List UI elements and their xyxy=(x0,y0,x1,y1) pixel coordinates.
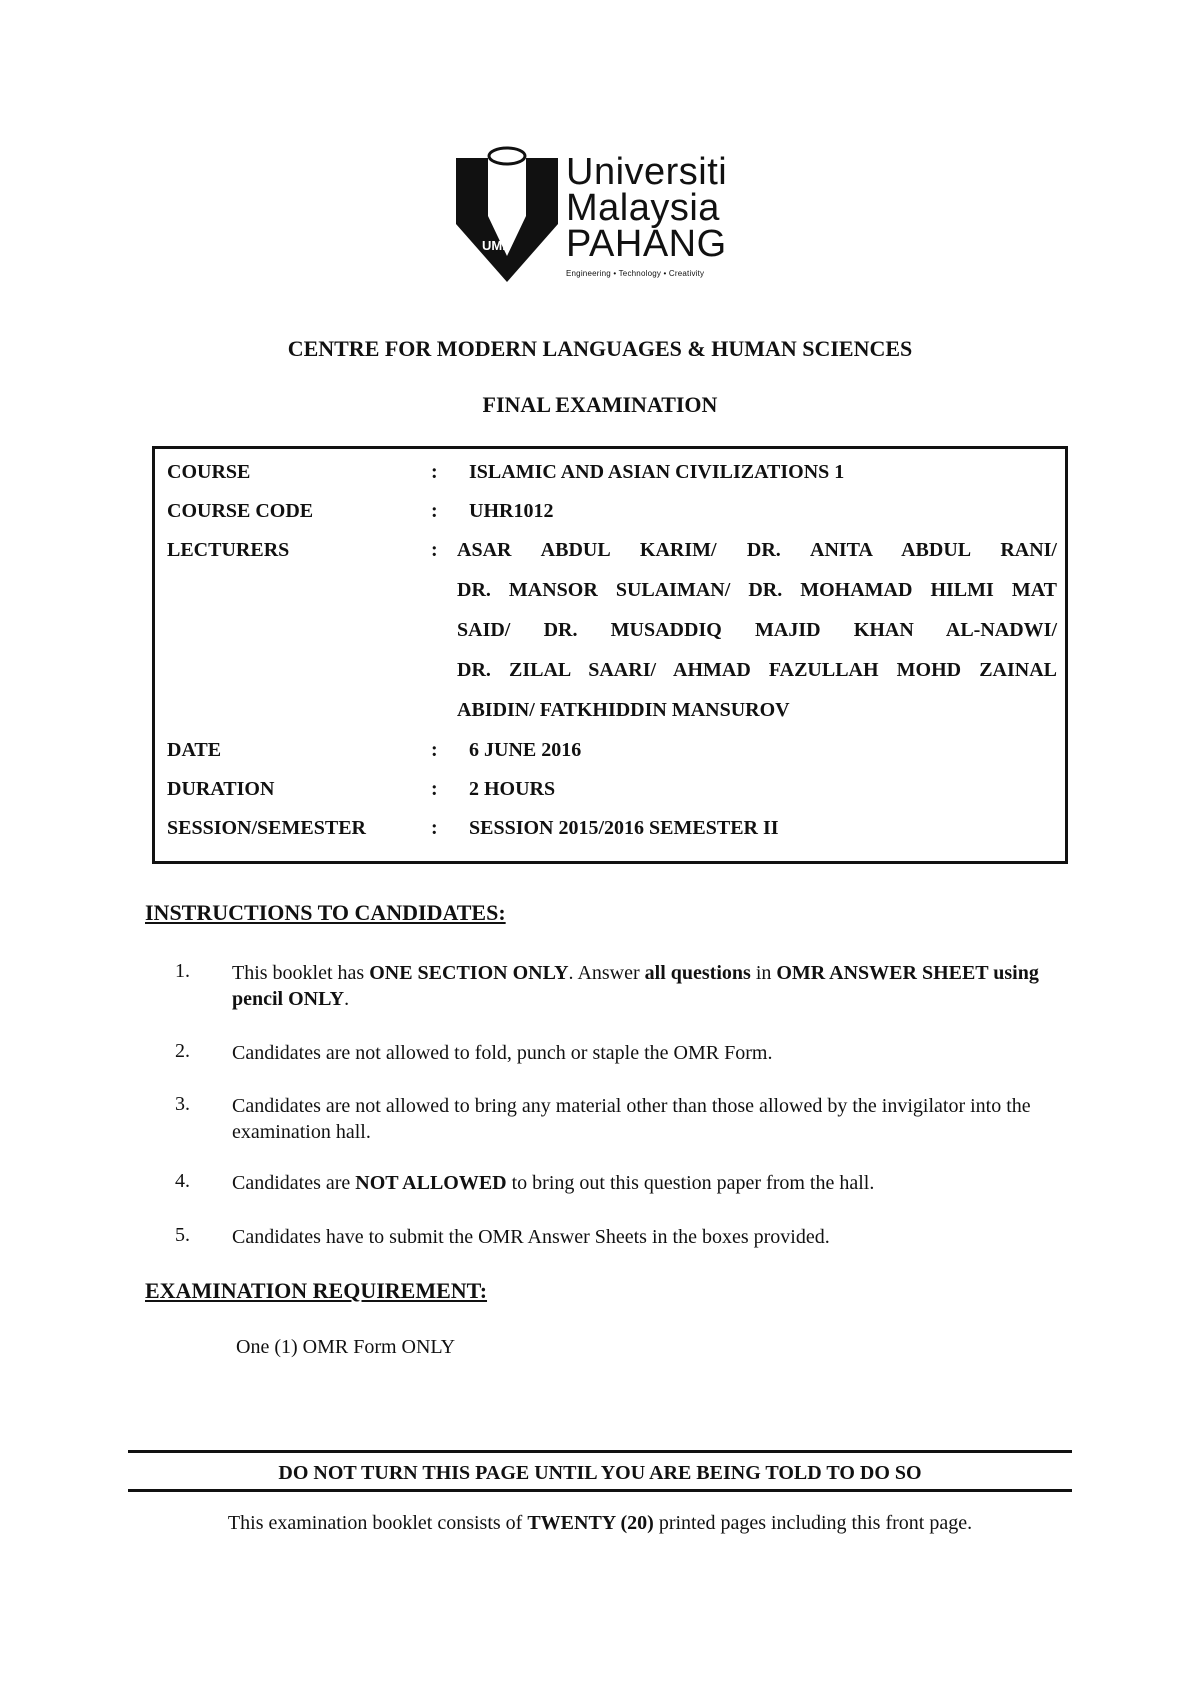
footer-top-rule xyxy=(128,1450,1072,1453)
centre-title: CENTRE FOR MODERN LANGUAGES & HUMAN SCIENCES xyxy=(287,336,913,361)
lecturers-label: LECTURERS xyxy=(167,539,290,561)
page-count-note: This examination booklet consists of TWENTY (20) printed pages including this front page. xyxy=(227,1512,973,1534)
instruction-text: Candidates are not allowed to fold, punch or staple the OMR Form. xyxy=(232,1042,773,1064)
university-shield-icon xyxy=(452,146,562,286)
instruction-number: 5. xyxy=(175,1224,190,1246)
duration-value: 2 HOURS xyxy=(469,778,556,800)
instruction-number: 4. xyxy=(175,1170,190,1192)
lecturers-line: DR. MANSOR SULAIMAN/ DR. MOHAMAD HILMI MAT xyxy=(457,579,1057,601)
instruction-number: 1. xyxy=(175,960,190,982)
colon: : xyxy=(431,739,438,761)
instruction-text: Candidates have to submit the OMR Answer Sheets in the boxes provided. xyxy=(232,1226,830,1248)
logo-tagline: Engineering • Technology • Creativity xyxy=(566,269,705,278)
instruction-text: This booklet has ONE SECTION ONLY. Answer all questions in OMR ANSWER SHEET using pencil ONLY. xyxy=(232,962,1039,1010)
lecturers-line: DR. ZILAL SAARI/ AHMAD FAZULLAH MOHD ZAINAL xyxy=(457,659,1057,681)
session-label: SESSION/SEMESTER xyxy=(167,817,366,839)
requirement-heading: EXAMINATION REQUIREMENT: xyxy=(145,1278,488,1303)
do-not-turn-warning: DO NOT TURN THIS PAGE UNTIL YOU ARE BEING TOLD TO DO SO xyxy=(278,1462,922,1484)
session-value: SESSION 2015/2016 SEMESTER II xyxy=(469,817,779,839)
exam-title: FINAL EXAMINATION xyxy=(482,392,718,417)
logo-wordmark xyxy=(566,151,728,280)
instruction-text: Candidates are NOT ALLOWED to bring out this question paper from the hall. xyxy=(232,1172,875,1194)
colon: : xyxy=(431,461,438,483)
course-label: COURSE xyxy=(167,461,251,483)
university-logo xyxy=(452,146,782,286)
logo-line-1: Universiti xyxy=(566,151,728,193)
svg-text:UMP: UMP xyxy=(482,238,511,253)
logo-line-3: PAHANG xyxy=(566,223,727,265)
course-code-value: UHR1012 xyxy=(469,500,554,522)
course-info-box xyxy=(152,446,1068,864)
duration-label: DURATION xyxy=(167,778,275,800)
date-value: 6 JUNE 2016 xyxy=(469,739,582,761)
logo-line-2: Malaysia xyxy=(566,187,720,229)
instruction-number: 2. xyxy=(175,1040,190,1062)
colon: : xyxy=(431,778,438,800)
date-label: DATE xyxy=(167,739,222,761)
footer-bottom-rule xyxy=(128,1489,1072,1492)
instruction-number: 3. xyxy=(175,1093,190,1115)
course-code-label: COURSE CODE xyxy=(167,500,314,522)
instructions-heading: INSTRUCTIONS TO CANDIDATES: xyxy=(145,900,506,925)
colon: : xyxy=(431,500,438,522)
instruction-text: Candidates are not allowed to bring any material other than those allowed by the invigilator into the examination hall. xyxy=(232,1095,1031,1143)
requirement-text: One (1) OMR Form ONLY xyxy=(236,1336,456,1358)
lecturers-line: ABIDIN/ FATKHIDDIN MANSUROV xyxy=(457,699,790,721)
course-value: ISLAMIC AND ASIAN CIVILIZATIONS 1 xyxy=(469,461,845,483)
colon: : xyxy=(431,539,438,561)
lecturers-line: SAID/ DR. MUSADDIQ MAJID KHAN AL-NADWI/ xyxy=(457,619,1057,641)
lecturers-line: ASAR ABDUL KARIM/ DR. ANITA ABDUL RANI/ xyxy=(457,539,1057,561)
colon: : xyxy=(431,817,438,839)
